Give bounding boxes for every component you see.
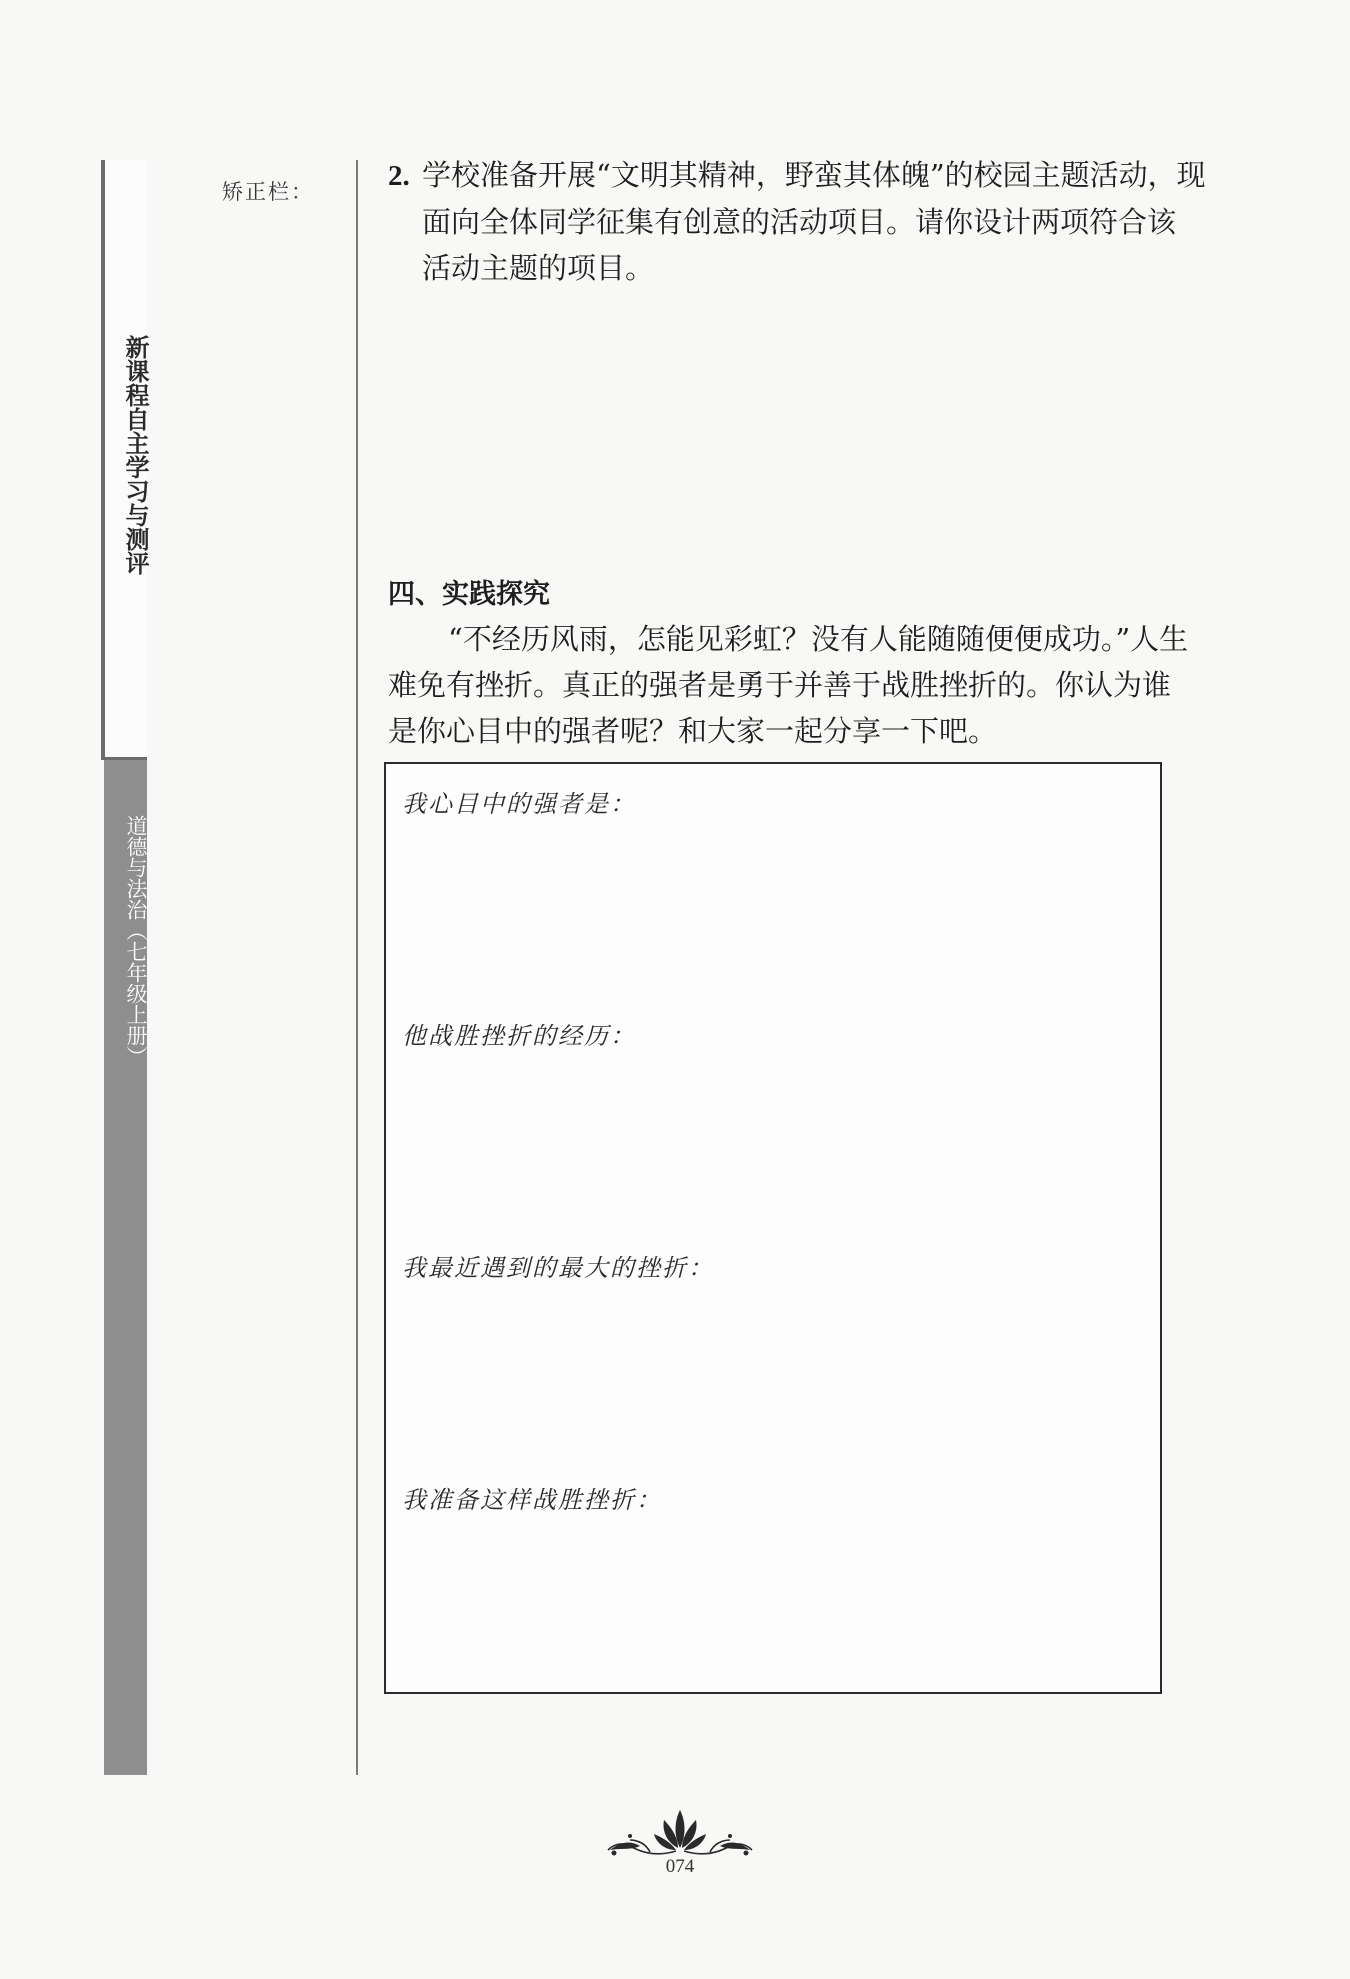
side-tab-subject: [104, 760, 147, 1775]
intro-line-2: 难免有挫折。真正的强者是勇于并善于战胜挫折的。你认为谁: [388, 668, 1172, 702]
correction-column-label: 矫正栏：: [222, 180, 314, 204]
page-number: 074: [665, 1856, 695, 1877]
question-number: 2.: [388, 160, 410, 192]
section-intro: [388, 616, 1189, 754]
prompt-my-setback: 我最近遇到的最大的挫折：: [402, 1254, 714, 1282]
prompt-my-plan: 我准备这样战胜挫折：: [402, 1486, 662, 1514]
prompt-hero-experience: 他战胜挫折的经历：: [402, 1022, 636, 1050]
side-tab-book-title: [101, 160, 147, 760]
question-2-line-3: 活动主题的项目。: [422, 251, 655, 285]
question-2: [388, 152, 1206, 291]
prompt-my-hero: 我心目中的强者是：: [402, 790, 636, 818]
answer-box[interactable]: [384, 762, 1162, 1694]
intro-line-1: “不经历风雨，怎能见彩虹？没有人能随随便便成功。”人生: [448, 622, 1189, 656]
question-2-line-1: 2. 学校准备开展“文明其精神，野蛮其体魄”的校园主题活动，现: [388, 152, 1168, 199]
book-title: 新课程自主学习与测评: [121, 335, 149, 575]
subject-title: 道德与法治（七年级上册）: [124, 815, 148, 1067]
intro-line-3: 是你心目中的强者呢？和大家一起分享一下吧。: [388, 714, 998, 748]
section-title-practice: 四、实践探究: [388, 579, 550, 610]
question-2-line-2: 面向全体同学征集有创意的活动项目。请你设计两项符合该: [422, 205, 1177, 239]
column-divider: [356, 160, 358, 1775]
